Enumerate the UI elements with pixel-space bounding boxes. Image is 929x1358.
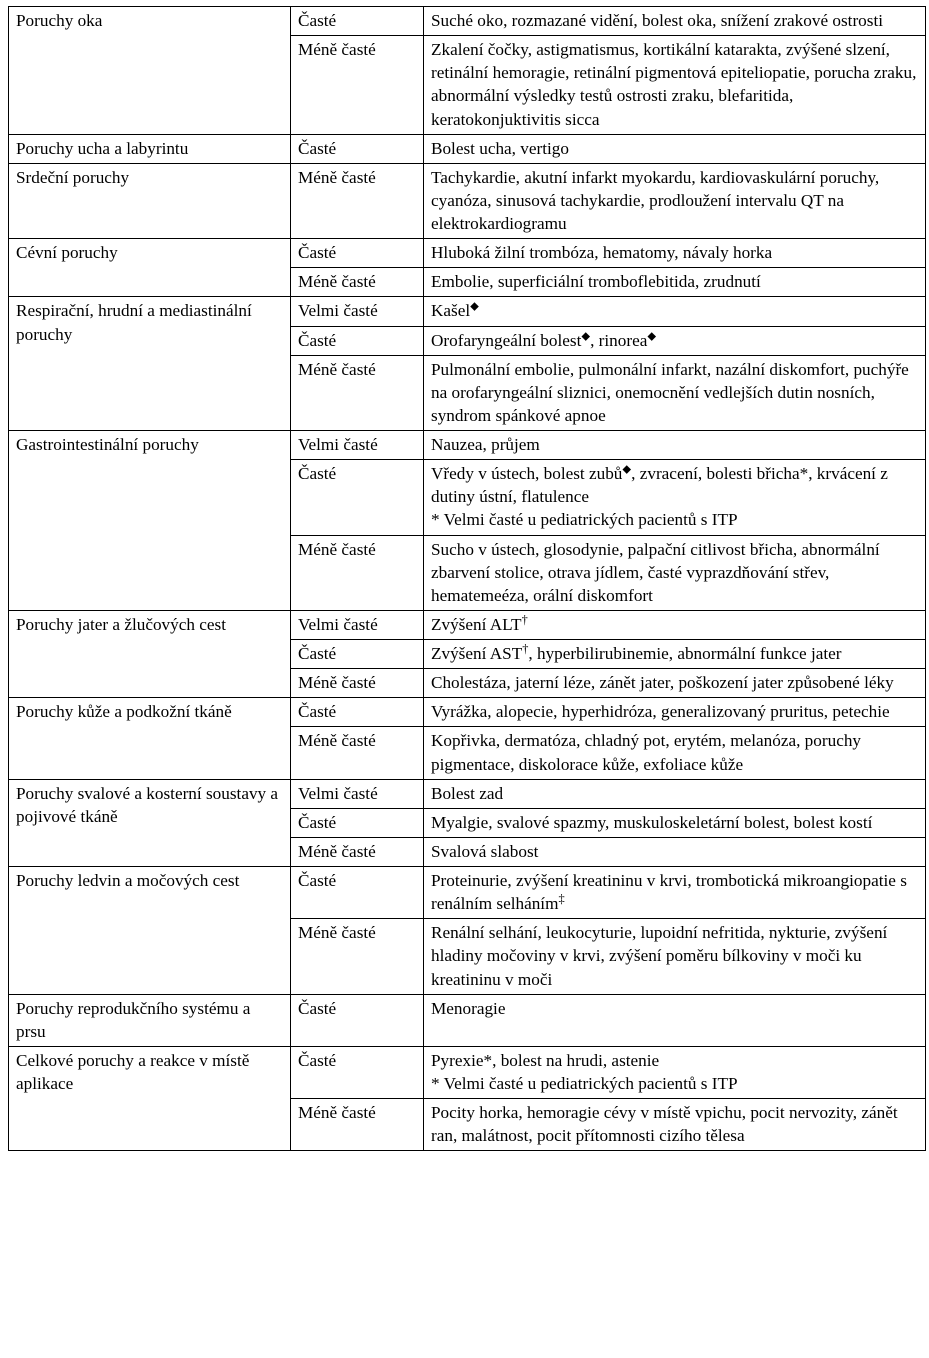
adverse-reactions-cell [424, 268, 926, 297]
system-organ-class-cell: Celkové poruchy a reakce v místě aplikace [9, 1046, 291, 1151]
adverse-reactions-text: Menoragie [431, 998, 506, 1018]
system-organ-class-cell: Poruchy jater a žlučových cest [9, 610, 291, 697]
adverse-reactions-cell [424, 7, 926, 36]
table-row [9, 431, 926, 460]
adverse-reactions-cell [424, 610, 926, 639]
system-organ-class-cell: Poruchy oka [9, 7, 291, 135]
frequency-cell: Méně časté [291, 1099, 424, 1151]
adverse-reactions-text: Sucho v ústech, glosodynie, palpační citlivost břicha, abnormální zbarvení stolice, otrava jídlem, časté vyprazdňování střev, hematemeéza, orální diskomfort [431, 539, 880, 605]
adverse-reactions-cell [424, 669, 926, 698]
system-organ-class-cell: Gastrointestinální poruchy [9, 431, 291, 611]
adverse-reactions-cell [424, 36, 926, 135]
table-row [9, 134, 926, 163]
adverse-reactions-text: Kopřivka, dermatóza, chladný pot, erytém, melanóza, poruchy pigmentace, diskolorace kůže, exfoliace kůže [431, 731, 862, 774]
adverse-reactions-cell [424, 431, 926, 460]
adverse-reactions-text: Kašel◆ [431, 300, 479, 321]
frequency-cell: Časté [291, 994, 424, 1046]
adverse-reactions-text: Pulmonální embolie, pulmonální infarkt, nazální diskomfort, puchýře na orofaryngeální sliznici, onemocnění vedlejších dutin nosních, syndrom spánkové apnoe [431, 359, 909, 425]
adverse-reactions-text: Proteinurie, zvýšení kreatininu v krvi, trombotická mikroangiopatie s renálním selháním‡ [431, 871, 907, 914]
table-row [9, 698, 926, 727]
system-organ-class-cell: Respirační, hrudní a mediastinální poruchy [9, 297, 291, 431]
frequency-cell: Časté [291, 867, 424, 919]
adverse-reactions-text: Zvýšení AST†, hyperbilirubinemie, abnormální funkce jater [431, 641, 842, 663]
adverse-reactions-text: Svalová slabost [431, 841, 539, 861]
adverse-reactions-text: Pocity horka, hemoragie cévy v místě vpichu, pocit nervozity, zánět ran, malátnost, pocit přítomnosti cizího tělesa [431, 1103, 898, 1146]
adverse-reactions-table [8, 6, 926, 1151]
frequency-cell: Méně časté [291, 36, 424, 135]
adverse-reactions-cell [424, 698, 926, 727]
adverse-reactions-text: Zvýšení ALT† [431, 612, 528, 634]
table-row [9, 867, 926, 919]
frequency-cell: Méně časté [291, 727, 424, 779]
frequency-cell: Časté [291, 134, 424, 163]
table-row [9, 994, 926, 1046]
adverse-reactions-cell [424, 1099, 926, 1151]
frequency-cell: Velmi časté [291, 297, 424, 326]
frequency-cell: Časté [291, 7, 424, 36]
adverse-reactions-cell [424, 239, 926, 268]
frequency-cell: Méně časté [291, 669, 424, 698]
adverse-reactions-text: Bolest zad [431, 783, 504, 803]
adverse-reactions-cell [424, 994, 926, 1046]
adverse-reactions-cell [424, 779, 926, 808]
adverse-reactions-cell [424, 163, 926, 238]
adverse-reactions-cell [424, 808, 926, 837]
frequency-cell: Velmi časté [291, 431, 424, 460]
adverse-reactions-cell [424, 355, 926, 430]
frequency-cell: Méně časté [291, 268, 424, 297]
adverse-reactions-text: Myalgie, svalové spazmy, muskuloskeletární bolest, bolest kostí [431, 812, 873, 832]
adverse-reactions-cell [424, 535, 926, 610]
adverse-reactions-cell [424, 837, 926, 866]
frequency-cell: Méně časté [291, 163, 424, 238]
adverse-reactions-text: Cholestáza, jaterní léze, zánět jater, poškození jater způsobené léky [431, 673, 894, 693]
adverse-reactions-text: Hluboká žilní trombóza, hematomy, návaly horka [431, 243, 773, 263]
adverse-reactions-text: Orofaryngeální bolest◆, rinorea◆ [431, 329, 657, 350]
adverse-reactions-cell [424, 1046, 926, 1098]
system-organ-class-cell: Poruchy reprodukčního systému a prsu [9, 994, 291, 1046]
frequency-cell: Časté [291, 460, 424, 535]
frequency-cell: Časté [291, 698, 424, 727]
adverse-reactions-text: Bolest ucha, vertigo [431, 138, 569, 158]
adverse-reactions-table-container [8, 6, 925, 1151]
frequency-cell: Méně časté [291, 919, 424, 994]
frequency-cell: Velmi časté [291, 779, 424, 808]
system-organ-class-cell: Poruchy svalové a kosterní soustavy a pojivové tkáně [9, 779, 291, 866]
system-organ-class-cell: Poruchy ucha a labyrintu [9, 134, 291, 163]
table-row [9, 297, 926, 326]
table-row [9, 610, 926, 639]
frequency-cell: Méně časté [291, 535, 424, 610]
system-organ-class-cell: Poruchy ledvin a močových cest [9, 867, 291, 995]
adverse-reactions-cell [424, 919, 926, 994]
frequency-cell: Velmi časté [291, 610, 424, 639]
adverse-reactions-text: Renální selhání, leukocyturie, lupoidní nefritida, nykturie, zvýšení hladiny močoviny v krvi, zvýšení poměru bílkoviny v moči ku kreatininu v moči [431, 923, 888, 989]
table-row [9, 7, 926, 36]
adverse-reactions-text: Vyrážka, alopecie, hyperhidróza, generalizovaný pruritus, petechie [431, 702, 890, 722]
adverse-reactions-text: Suché oko, rozmazané vidění, bolest oka, snížení zrakové ostrosti [431, 11, 883, 30]
frequency-cell: Méně časté [291, 355, 424, 430]
adverse-reactions-text: Vředy v ústech, bolest zubů◆, zvracení, bolesti břicha*, krvácení z dutiny ústní, flatulence [431, 463, 888, 507]
table-row [9, 239, 926, 268]
frequency-cell: Méně časté [291, 837, 424, 866]
adverse-reactions-cell [424, 297, 926, 326]
adverse-reactions-text: Embolie, superficiální tromboflebitida, zrudnutí [431, 272, 761, 292]
adverse-reactions-cell [424, 326, 926, 355]
frequency-cell: Časté [291, 326, 424, 355]
adverse-reactions-text: Zkalení čočky, astigmatismus, kortikální katarakta, zvýšené slzení, retinální hemoragie, retinální pigmentová epiteliopatie, porucha zraku, abnormální výsledky testů ostrosti zraku, blefaritida, keratokonjuktivitis sicca [431, 40, 917, 129]
frequency-cell: Časté [291, 640, 424, 669]
table-row [9, 163, 926, 238]
adverse-reactions-cell [424, 640, 926, 669]
adverse-reactions-footnote: * Velmi časté u pediatrických pacientů s ITP [431, 510, 738, 530]
adverse-reactions-cell [424, 134, 926, 163]
system-organ-class-cell: Srdeční poruchy [9, 163, 291, 238]
adverse-reactions-text: Tachykardie, akutní infarkt myokardu, kardiovaskulární poruchy, cyanóza, sinusová tachykardie, prodloužení intervalu QT na elektrokardiogramu [431, 167, 880, 233]
adverse-reactions-cell [424, 460, 926, 535]
system-organ-class-cell: Poruchy kůže a podkožní tkáně [9, 698, 291, 779]
frequency-cell: Časté [291, 1046, 424, 1098]
table-body [9, 7, 926, 1151]
adverse-reactions-cell [424, 867, 926, 919]
frequency-cell: Časté [291, 239, 424, 268]
table-row [9, 779, 926, 808]
adverse-reactions-cell [424, 727, 926, 779]
adverse-reactions-footnote: * Velmi časté u pediatrických pacientů s ITP [431, 1074, 738, 1093]
table-row [9, 1046, 926, 1098]
frequency-cell: Časté [291, 808, 424, 837]
adverse-reactions-text: Pyrexie*, bolest na hrudi, astenie [431, 1050, 660, 1070]
system-organ-class-cell: Cévní poruchy [9, 239, 291, 297]
adverse-reactions-text: Nauzea, průjem [431, 435, 540, 454]
